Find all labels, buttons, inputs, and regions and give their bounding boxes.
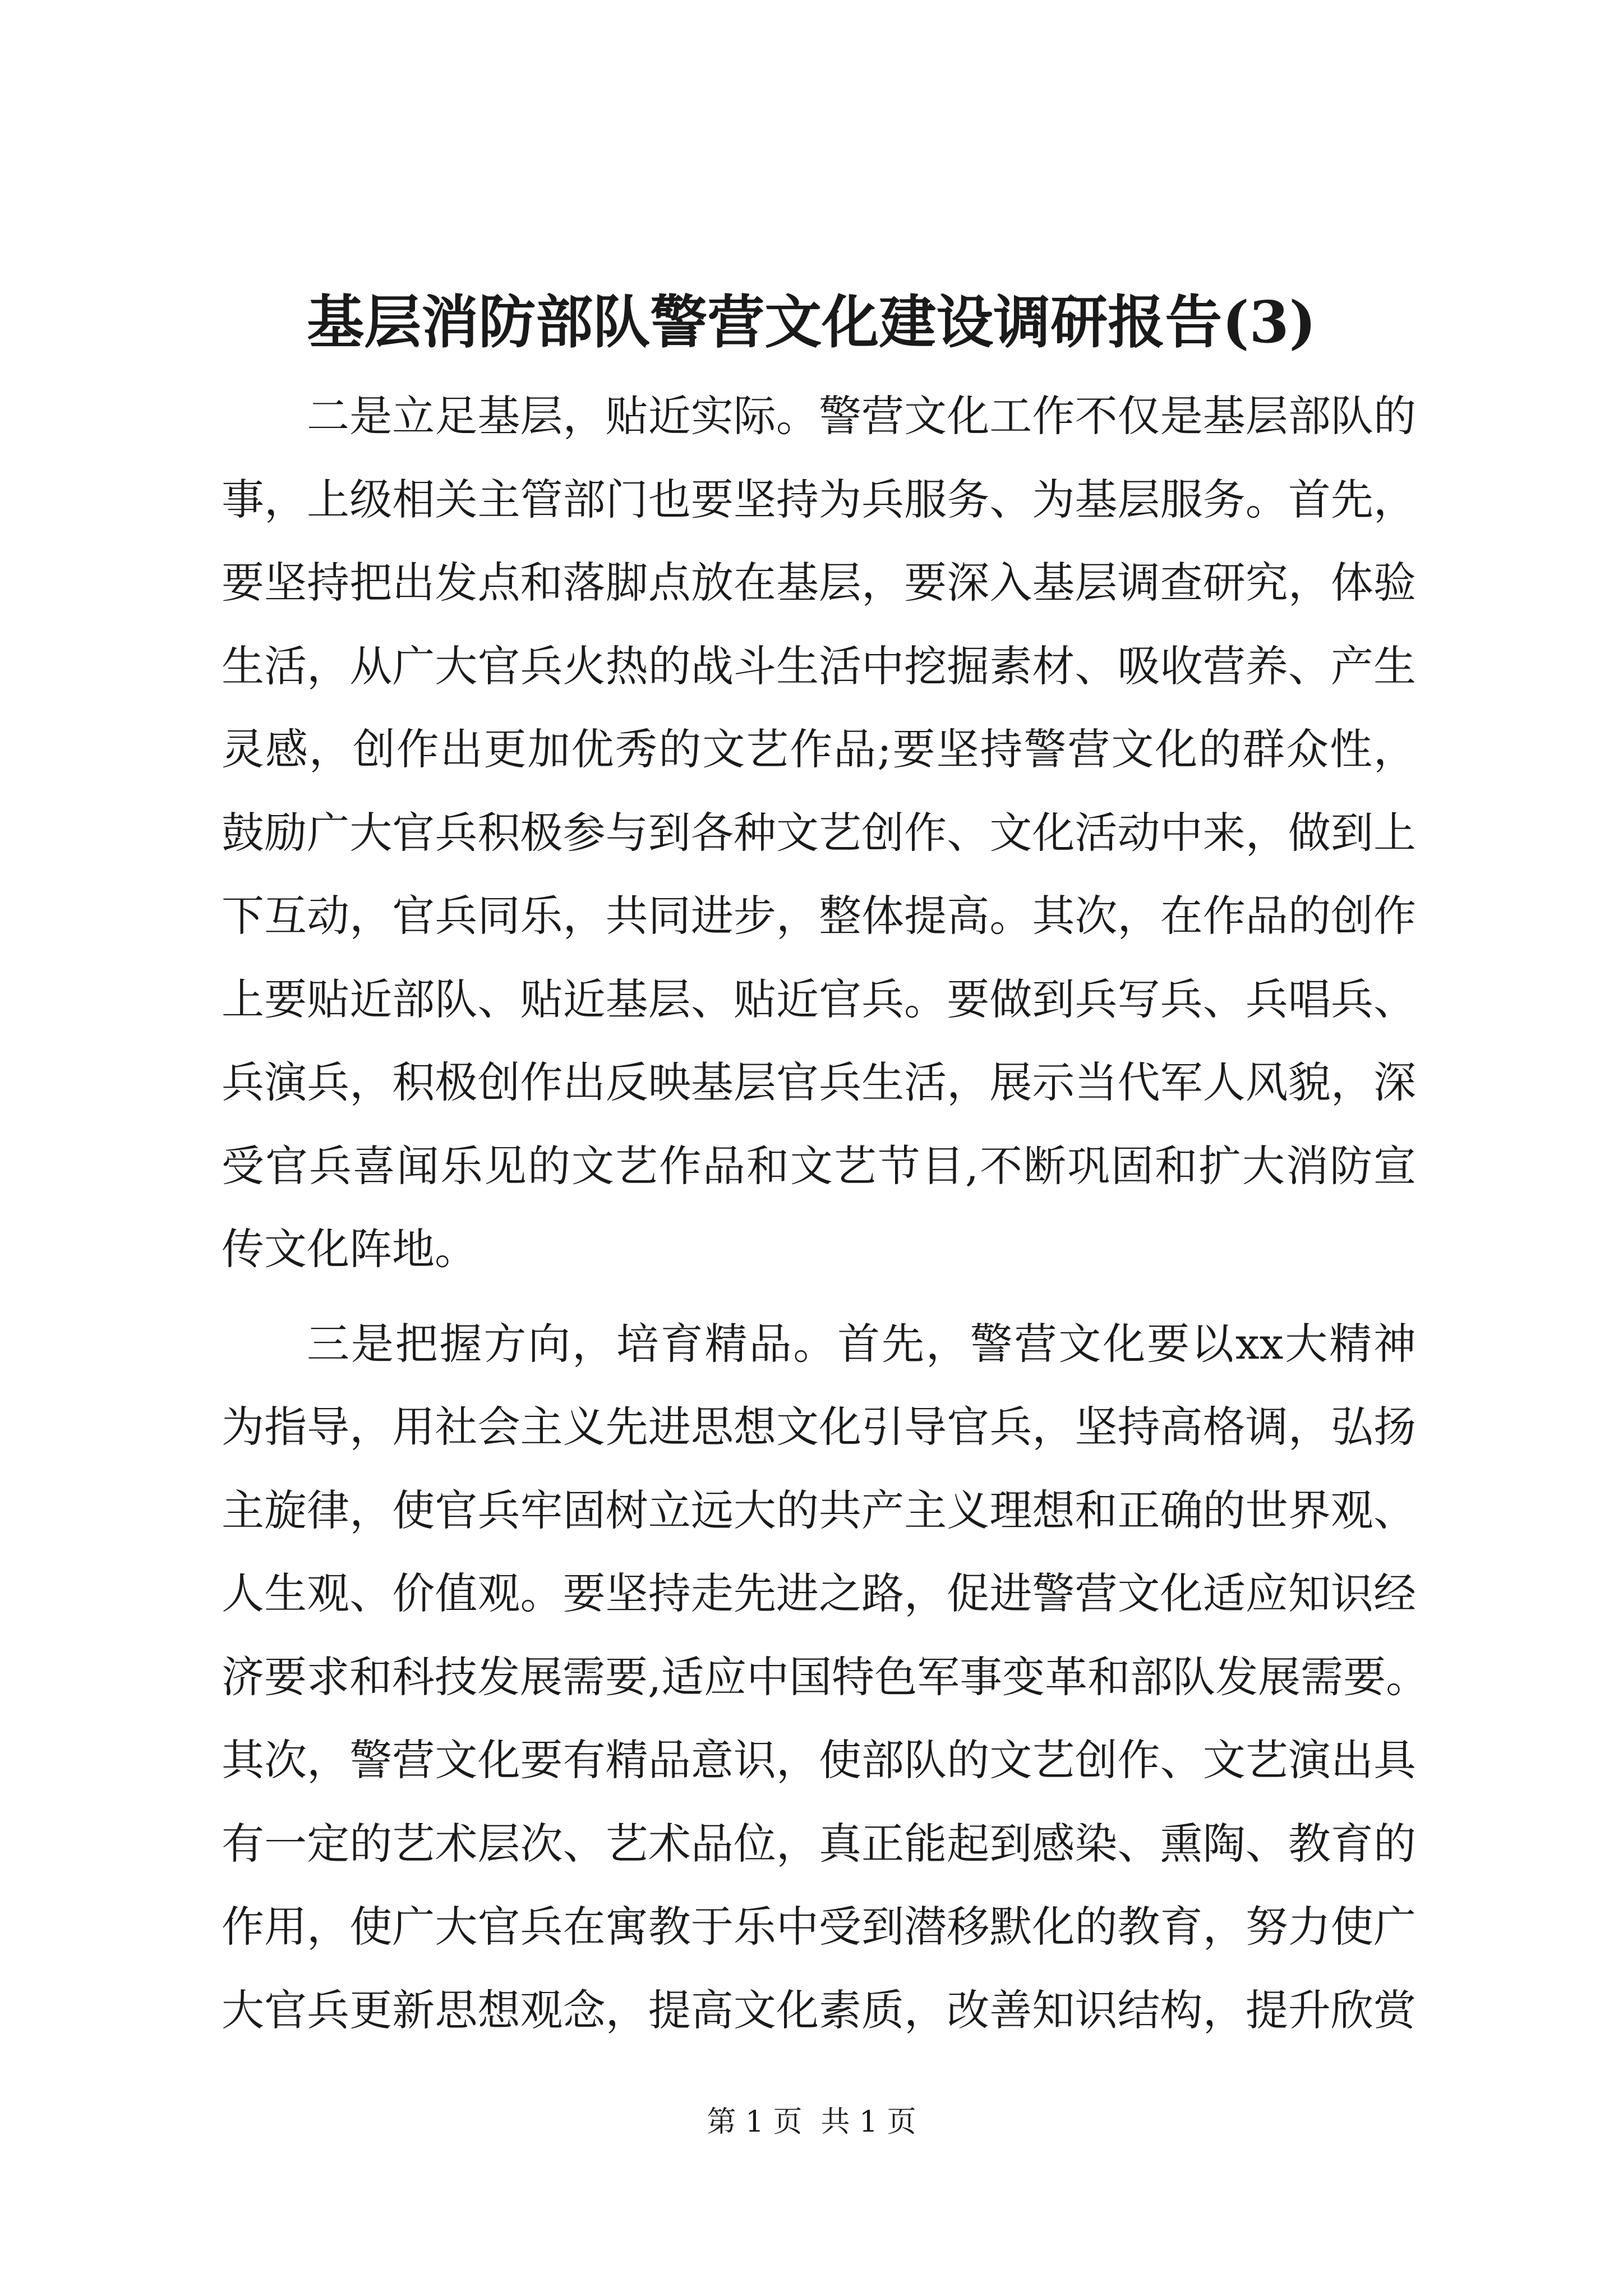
page-number-footer: 第 1 页 共 1 页 [707,2105,916,2139]
paragraph-2 [222,1303,1429,2053]
paragraph-line: 要坚持把出发点和落脚点放在基层，要深入基层调查研究，体验 [222,558,1416,608]
paragraph-line: 上要贴近部队、贴近基层、贴近官兵。要做到兵写兵、兵唱兵、 [222,974,1416,1024]
paragraph-line: 鼓励广大官兵积极参与到各种文艺创作、文化活动中来，做到上 [222,807,1416,858]
paragraph-line: 济要求和科技发展需要,适应中国特色军事变革和部队发展需要。 [222,1651,1429,1702]
paragraph-line: 有一定的艺术层次、艺术品位，真正能起到感染、熏陶、教育的 [222,1818,1416,1869]
paragraph-line: 为指导，用社会主义先进思想文化引导官兵，坚持高格调，弘扬 [222,1402,1416,1452]
paragraph-line: 下互动，官兵同乐，共同进步，整体提高。其次，在作品的创作 [222,891,1416,941]
paragraph-line: 兵演兵，积极创作出反映基层官兵生活，展示当代军人风貌，深 [222,1057,1416,1107]
paragraph-line: 大官兵更新思想观念，提高文化素质，改善知识结构，提升欣赏 [222,1985,1416,2035]
paragraph-line: 主旋律，使官兵牢固树立远大的共产主义理想和正确的世界观、 [222,1485,1416,1535]
paragraph-line: 传文化阵地。 [222,1224,477,1274]
document-body [222,375,1429,2052]
paragraph-line: 三是把握方向，培育精品。首先，警营文化要以xx大精神 [307,1318,1416,1369]
paragraph-line: 灵感，创作出更加优秀的文艺作品;要坚持警营文化的群众性， [222,724,1416,774]
paragraph-line: 事，上级相关主管部门也要坚持为兵服务、为基层服务。首先， [222,474,1416,524]
paragraph-spacing [222,1291,1416,1303]
paragraph-line: 人生观、价值观。要坚持走先进之路，促进警营文化适应知识经 [222,1568,1416,1618]
paragraph-line: 二是立足基层，贴近实际。警营文化工作不仅是基层部队的 [307,391,1416,441]
paragraph-line: 作用，使广大官兵在寓教于乐中受到潜移默化的教育，努力使广 [222,1902,1416,1952]
paragraph-line: 生活，从广大官兵火热的战斗生活中挖掘素材、吸收营养、产生 [222,641,1416,691]
paragraph-line: 受官兵喜闻乐见的文艺作品和文艺节目,不断巩固和扩大消防宣 [222,1140,1416,1191]
paragraph-1 [222,375,1416,1291]
paragraph-line: 其次，警营文化要有精品意识，使部队的文艺创作、文艺演出具 [222,1735,1416,1785]
document-title: 基层消防部队警营文化建设调研报告(3) [307,289,1316,356]
